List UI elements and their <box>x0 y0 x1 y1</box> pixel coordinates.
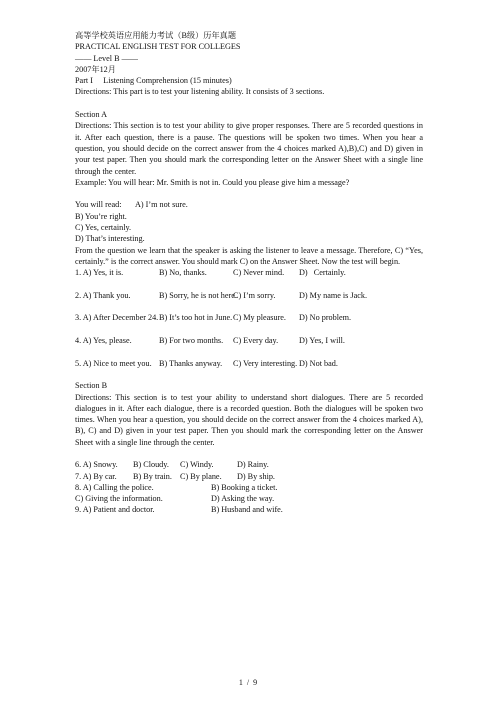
question-option: D) My name is Jack. <box>299 290 367 300</box>
question-option: B) By train. <box>133 471 172 481</box>
question-row <box>75 267 423 278</box>
question-option: C) My pleasure. <box>233 313 286 323</box>
question-option: B) Booking a ticket. <box>211 482 278 492</box>
question-option: B) It’s too hot in June. <box>159 313 233 323</box>
question-option: 1. A) Yes, it is. <box>75 268 124 278</box>
question-option: C) Giving the information. <box>75 494 163 504</box>
question-row <box>75 493 423 504</box>
question-option: B) Husband and wife. <box>211 505 283 515</box>
example-explanation: From the question we learn that the speaker is asking the listener to leave a message. Therefore, C) “Yes, certainly.” is the correct answer. You should mark C) on the Answer Sheet. Now the test will begin. <box>75 245 423 266</box>
example-option-c: C) Yes, certainly. <box>75 223 132 233</box>
question-option: D) Rainy. <box>237 460 269 470</box>
question-option: B) Thanks anyway. <box>159 358 223 368</box>
section-b-heading: Section B <box>75 381 108 391</box>
question-option: 6. A) Snowy. <box>75 460 118 470</box>
question-option: D) No problem. <box>299 313 352 323</box>
example-read-row <box>75 199 423 210</box>
question-option: B) Sorry, he is not here. <box>159 290 237 300</box>
question-option: D) By ship. <box>237 471 275 481</box>
section-a-directions: Directions: This section is to test your ability to give proper responses. There are 5 recorded questions in it. After each question, there is a pause. The questions will be spoken two times. When you hear a question, you should decide on the correct answer from the 4 choices marked A),B),C) and D) given in your test paper. Then you should mark the corresponding letter on the Answer Sheet with a single line through the center. <box>75 121 423 176</box>
section-a-heading: Section A <box>75 110 108 120</box>
example-option-d: D) That’s interesting. <box>75 234 145 244</box>
example-option-b: B) You’re right. <box>75 211 127 221</box>
question-option: C) Windy. <box>180 460 214 470</box>
section-b-directions: Directions: This section is to test your ability to understand short dialogues. There are 5 recorded dialogues in it. After each dialogue, there is a recorded question. Both the dialogues will be spoken two times. When you hear a question, you should decide on the correct answer from the 4 choices marked A), B), C) and D) given in your test paper. Then you should mark the corresponding letter on the Answer Sheet with a single line through the center. <box>75 392 423 447</box>
question-option: B) No, thanks. <box>159 268 207 278</box>
question-option: C) By plane. <box>180 471 222 481</box>
question-option: C) Never mind. <box>233 268 285 278</box>
question-option: 8. A) Calling the police. <box>75 482 154 492</box>
question-row <box>75 290 423 301</box>
question-option: D) Asking the way. <box>211 494 275 504</box>
question-option: 5. A) Nice to meet you. <box>75 358 152 368</box>
question-option: 2. A) Thank you. <box>75 290 131 300</box>
question-row <box>75 459 423 470</box>
question-row <box>75 482 423 493</box>
question-option: C) Every day. <box>233 336 279 346</box>
question-option: 4. A) Yes, please. <box>75 336 132 346</box>
question-option: D) Certainly. <box>299 268 346 278</box>
example-hear: Example: You will hear: Mr. Smith is not in. Could you please give him a message? <box>75 177 350 187</box>
part1-heading: Part I Listening Comprehension (15 minutes) <box>75 76 232 86</box>
question-row <box>75 358 423 369</box>
example-read-label: You will read: <box>75 200 122 210</box>
question-option: B) For two months. <box>159 336 224 346</box>
example-option-a: A) I’m not sure. <box>135 200 188 210</box>
question-option: 3. A) After December 24. <box>75 313 159 323</box>
page-number: 1 / 9 <box>238 678 258 687</box>
question-option: C) Very interesting. <box>233 358 298 368</box>
part1-directions: Directions: This part is to test your listening ability. It consists of 3 sections. <box>75 87 325 97</box>
title-english: PRACTICAL ENGLISH TEST FOR COLLEGES <box>75 42 241 52</box>
title-chinese: 高等学校英语应用能力考试（B级）历年真题 <box>75 31 237 40</box>
question-row <box>75 471 423 482</box>
question-option: B) Cloudy. <box>133 460 169 470</box>
question-option: C) I’m sorry. <box>233 290 276 300</box>
question-option: D) Not bad. <box>299 358 338 368</box>
question-row <box>75 335 423 346</box>
exam-date: 2007年12月 <box>75 64 116 74</box>
document-content <box>75 30 423 516</box>
question-row <box>75 504 423 515</box>
question-row <box>75 312 423 323</box>
question-option: D) Yes, I will. <box>299 336 345 346</box>
question-option: 7. A) By car. <box>75 471 117 481</box>
level-label: —— Level B —— <box>75 53 138 63</box>
question-option: 9. A) Patient and doctor. <box>75 505 155 515</box>
